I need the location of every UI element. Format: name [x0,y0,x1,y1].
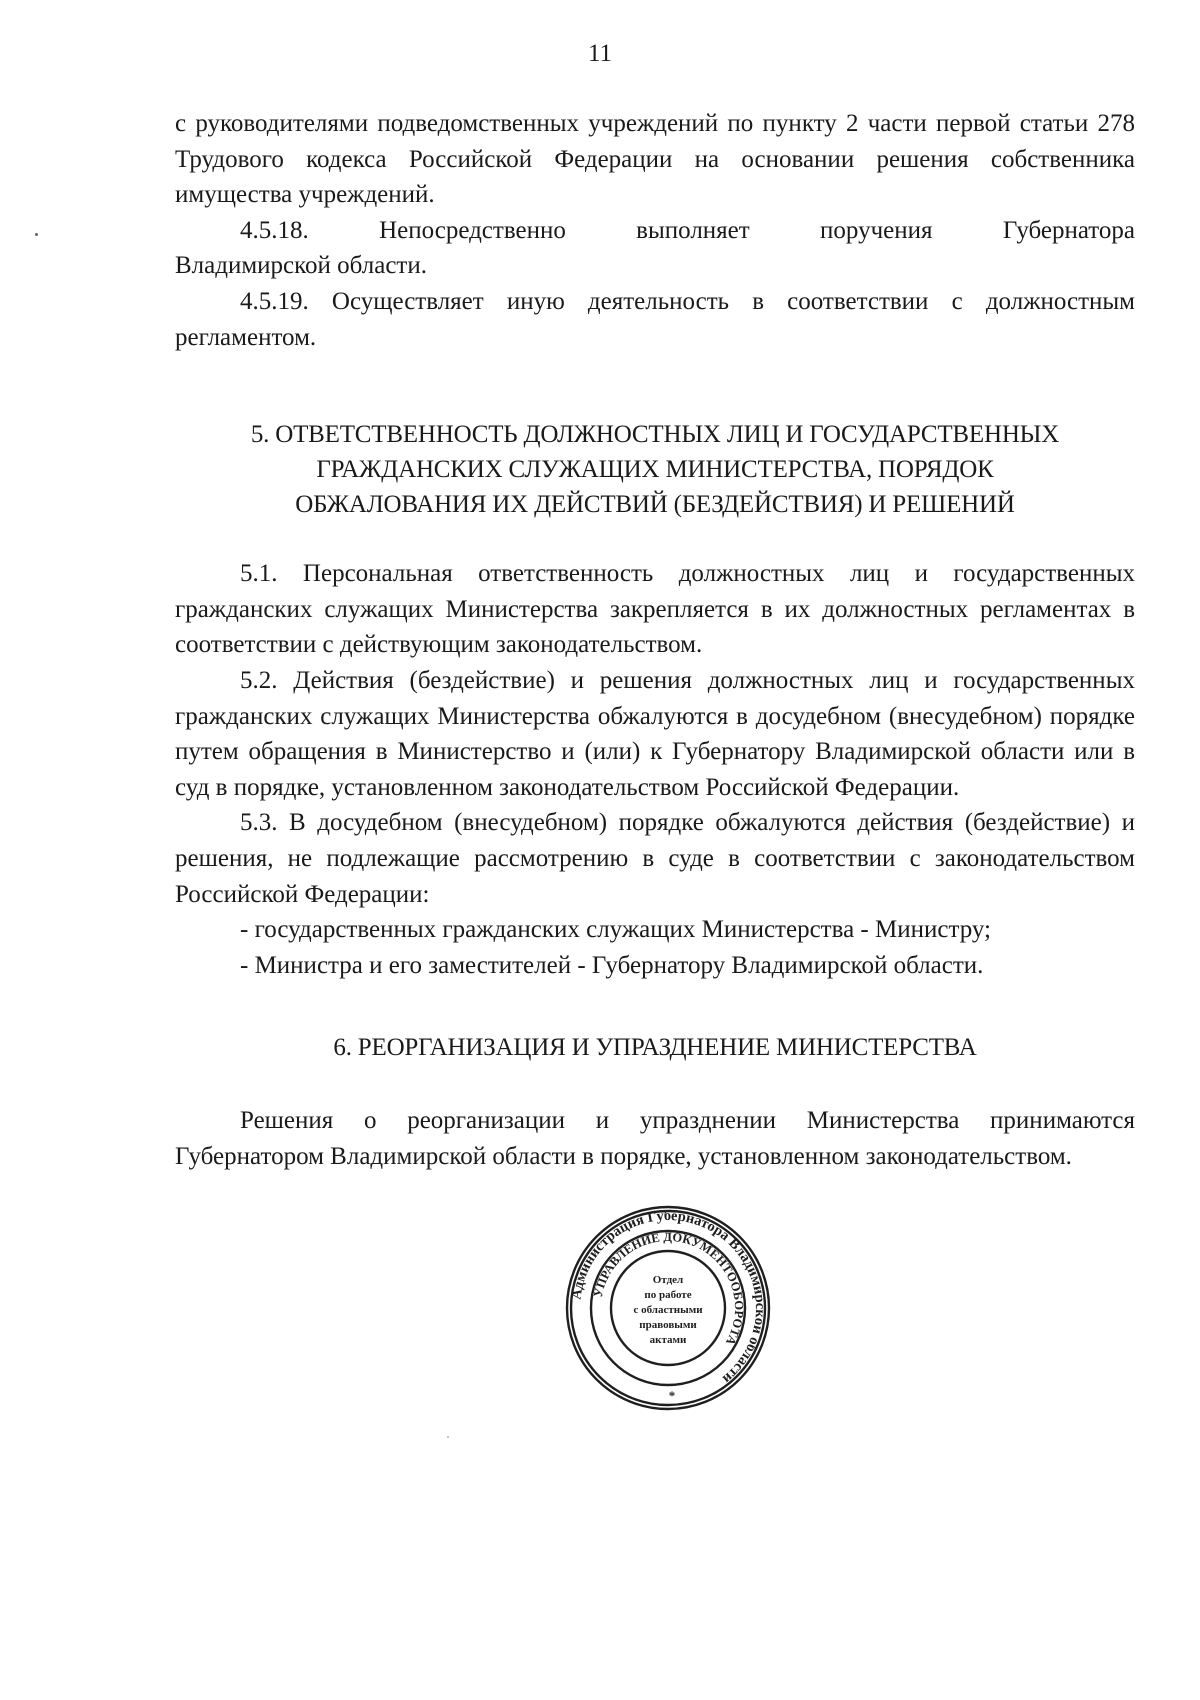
stamp-outer-text: Администрация Губернатора Владимирской области [568,1207,769,1387]
section-5-heading-line2: ГРАЖДАНСКИХ СЛУЖАЩИХ МИНИСТЕРСТВА, ПОРЯДОК [316,456,994,484]
paragraph-4-5-18-line2: Владимирской области. [175,252,427,280]
document-body [175,106,1135,1174]
section-5-heading-line1: 5. ОТВЕТСТВЕННОСТЬ ДОЛЖНОСТНЫХ ЛИЦ И ГОСУДАРСТВЕННЫХ [250,421,1060,449]
paragraph-5-1: 5.1. Персональная ответственность должностных лиц и государственных гражданских служащих Министерства закрепляется в их должностных регламентах в соответствии с действующим законодательством. [175,560,1135,659]
section-5-heading-line3: ОБЖАЛОВАНИЯ ИХ ДЕЙСТВИЙ (БЕЗДЕЙСТВИЯ) И РЕШЕНИЙ [295,491,1015,519]
stamp-center-line: актами [649,1334,687,1346]
stamp-seal-icon [563,1203,773,1413]
page-number: 11 [587,40,613,67]
paragraph-4-5-18-line1: 4.5.18. Непосредственно выполняет поручения Губернатора [240,216,1135,244]
paragraph-continuation: с руководителями подведомственных учреждений по пункту 2 части первой статьи 278 Трудового кодекса Российской Федерации на основании решения собственника имущества учреждений. [175,110,1135,209]
scan-speck [35,233,38,236]
stamp-center-line: по работе [644,1289,692,1301]
stamp-center-line: Отдел [652,1274,684,1286]
stamp-inner-text: УПРАВЛЕНИЕ ДОКУМЕНТООБОРОТА [590,1229,747,1348]
section-5-heading [175,417,1135,522]
paragraph-6: Решения о реорганизации и упразднении Министерства принимаются Губернатором Владимирской области в порядке, установленном законодательством. [175,1107,1135,1170]
list-item: - государственных гражданских служащих Министерства - Министру; [240,916,991,944]
stamp-star-icon: * [668,1388,676,1403]
paragraph-5-2: 5.2. Действия (бездействие) и решения должностных лиц и государственных гражданских служащих Министерства обжалуются в досудебном (внесудебном) порядке путем обращения в Министерство и (или) к Губернатору Владимирской области или в суд в порядке, установленном законодательством Российской Федерации. [175,666,1135,801]
stamp-center-line: с областными [633,1304,703,1316]
list-item: - Министра и его заместителей - Губернатору Владимирской области. [240,951,984,979]
section-6-heading: 6. РЕОРГАНИЗАЦИЯ И УПРАЗДНЕНИЕ МИНИСТЕРСТВА [333,1034,977,1062]
scan-speck [447,1436,449,1438]
paragraph-5-3: 5.3. В досудебном (внесудебном) порядке обжалуются действия (бездействие) и решения, не подлежащие рассмотрению в суде в соответствии с законодательством Российской Федерации: [175,809,1135,908]
stamp-center-line: правовыми [639,1319,697,1331]
official-stamp [563,1203,773,1413]
paragraph-4-5-19: 4.5.19. Осуществляет иную деятельность в соответствии с должностным регламентом. [175,287,1135,351]
